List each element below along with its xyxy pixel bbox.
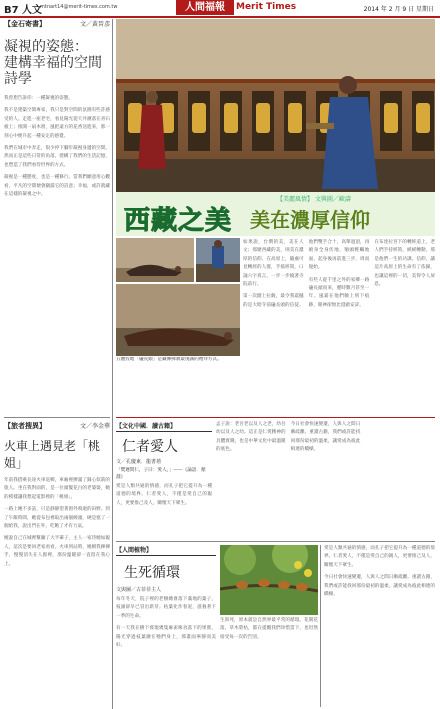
section-kicker: 【金石寄書】 — [4, 20, 46, 28]
paragraph: 我不是建築空間專家，我只是對空間的氛圍有些許感受的人。走進一座老宅，看見陽光從天井灑落在青石板上；推開一扇木窗，風把遠方的花香送進來，那一刻心中便升起一種安定的感覺。 — [4, 108, 110, 139]
prostration-photo-illustration — [116, 238, 194, 282]
classic-quote: 「樊遲問仁，子曰：愛人。」——《論語．顏淵》 — [116, 468, 206, 480]
article-life-cycle — [116, 545, 216, 707]
article-title: 生死循環 — [124, 565, 180, 581]
section-kicker: 【文化中國．讀古籍】 — [116, 421, 212, 432]
photo-prostration-1 — [116, 238, 194, 282]
paragraph: 愛是人類共通的情感，而孔子把它提升為一種道德的境界。仁者愛人，不僅是愛自己的親人，更要推己及人，關懷天下眾生。 — [116, 484, 212, 506]
article-body-continued — [220, 617, 318, 707]
paragraph: 我曾想告訴你：一種凝視的姿態。 — [4, 96, 73, 101]
paragraph: 如果說，台灣的美，美在人文；那麼西藏的美，則美在濃厚的信仰。在高原上，隨處可見轉經的人群，手搖經筒，口誦六字真言，一步一步繞著寺院前行。 — [243, 240, 304, 288]
newspaper-logo-english: Merit Times — [236, 2, 297, 12]
article-body — [4, 477, 110, 707]
paragraph: 有些人從千里之外的家鄉一路磕長頭而來，歷時數月甚至一年。風霜在他們臉上刻下痕跡，眼神卻無比澄澈安詳。 — [308, 277, 370, 308]
article-title-line2: 建構幸福的空間詩學 — [4, 55, 102, 87]
section-kicker: 【人間植物】 — [116, 545, 216, 556]
contact-email[interactable]: mtnart14@merit-times.com.tw — [40, 4, 118, 10]
photo-prostration-3 — [116, 284, 240, 356]
paragraph: 凝視是一種態度，也是一種修行。當我們願意用心觀看，平凡的空間便會顯露它的詩意；幸福，或許就藏在這樣的凝視之中。 — [4, 175, 110, 198]
article-title-line1: 凝視的姿態： — [4, 39, 88, 55]
paragraph: 每年冬天，院子裡的老樹總會落下滿地的葉子，枝頭卻早已冒出新芽。枯葉化作春泥，滋養著下一季的生命。 — [116, 597, 216, 619]
article-body — [4, 95, 110, 415]
article-byline: 文與圖／古菲菲主人 — [116, 587, 162, 593]
feature-tag: 【美麗風情】 文與圖／歐濤 — [277, 196, 351, 203]
article-train-encounter — [4, 421, 110, 707]
birds-photo-illustration — [220, 545, 318, 615]
paragraph: 今日社會快速變遷，人與人之間日漸疏離。重讀古籍，我們或許能找回那份最初的溫柔，讓愛成為彼此相連的橋樑。 — [290, 422, 361, 453]
paragraph: 她說自己在城裡幫傭了大半輩子，主人一家待她如親人，這次是要回老家看看。火車到站時，她朝我揮揮手，慢慢消失在人群裡，那份溫暖卻一直留在我心上。 — [4, 536, 110, 567]
paragraph: 一路上她不多話，只是靜靜望著窗外飛逝的田野。到了午飯時間，她從布包裡取出兩個饅頭，硬是塞了一個給我，說出門在外，吃飽了才有力氣。 — [4, 507, 110, 530]
issue-date: 2014 年 2 月 9 日 星期日 — [363, 6, 434, 13]
paragraph: 我們在城市中奔走，很少停下腳步凝視身邊的空間。然而正是這些日常的角落，建構了我們的生活記憶，也塑造了我們看待世界的方式。 — [4, 146, 110, 168]
feature-body — [243, 239, 435, 415]
feature-title-sub: 美在濃厚信仰 — [250, 208, 370, 232]
prostration-photo-illustration — [116, 284, 240, 356]
article-byline: 文／黃晉彥 — [79, 21, 110, 28]
feature-title-main: 西藏之美 — [124, 206, 233, 236]
article-byline: 文／孔慶東．龍書禧 — [116, 459, 162, 465]
article-body — [216, 421, 435, 539]
monastery-photo-illustration — [116, 19, 435, 192]
paragraph: 有一天我在樹下發現幾隻麻雀啄食落下的果實，陽光穿過枝葉灑在牠們身上，那畫面寧靜而美好。 — [116, 626, 216, 649]
paragraph: 孟子說：老吾老以及人之老，幼吾幼以及人之幼。這正是仁愛精神的具體實踐，也是中華文化中最溫暖的底色。 — [216, 422, 286, 453]
article-title: 火車上遇見老「桃姐」 — [4, 439, 101, 470]
paragraph: 生與死，原本就是自然界最平常的循環。花開花落，草木榮枯，都在提醒我們珍惜當下，也坦然接受每一次的告別。 — [220, 618, 318, 640]
photo-prostration-2 — [196, 238, 240, 282]
paragraph: 愛是人類共通的情感，而孔子把它提升為一種道德的境界。仁者愛人，不僅是愛自己的親人，更要推己及人，關懷天下眾生。 — [324, 546, 435, 568]
column-divider — [320, 545, 321, 707]
masthead — [0, 0, 440, 18]
section-divider — [116, 417, 435, 418]
article-byline: 文／李金華 — [79, 423, 110, 430]
article-benevolence — [116, 421, 212, 541]
newspaper-logo: 人間福報 — [176, 0, 234, 15]
article-body-intro — [116, 483, 212, 523]
culture-body-continued — [324, 545, 435, 707]
article-spatial-poetics — [4, 19, 110, 415]
column-divider — [112, 19, 113, 709]
photo-caption: 五體投地「磕長頭」是藏傳佛教最虔誠的禮拜方式。 — [116, 357, 222, 362]
page-label: B7 人文 — [4, 5, 43, 16]
paragraph: 在布達拉宮下的轉經道上，老人們手持經筒，緩緩轉動，那是他們一生的功課。信仰，讓這片高原上的生命有了依歸，也讓這裡的一切，美得令人屏息。 — [374, 240, 435, 288]
prostration-photo-illustration — [196, 238, 240, 282]
paragraph: 年前我搭乘長途火車返鄉，車廂裡擠滿了歸心似箭的旅人。坐在我對面的，是一位頭髮花白的老婆婆，她的模樣讓我想起電影裡的「桃姐」。 — [4, 478, 110, 500]
article-body — [116, 596, 216, 707]
feature-banner — [116, 192, 435, 236]
article-title: 仁者愛人 — [122, 439, 178, 455]
paragraph: 第一次踏上拉薩，最令我震撼的是大昭寺前磕長頭的信徒。他們雙手合十，高舉過頂，再俯身全身伏地，額頭輕觸地面，起身後再前進三步，周而復始。 — [243, 240, 370, 308]
section-divider — [116, 541, 435, 542]
section-divider — [4, 417, 110, 418]
photo-birds-tree — [220, 545, 318, 615]
photo-tibet-monastery — [116, 19, 435, 192]
section-kicker: 【旅者搜異】 — [4, 422, 46, 430]
paragraph: 今日社會快速變遷，人與人之間日漸疏離。重讀古籍，我們或許能找回那份最初的溫柔，讓愛成為彼此相連的橋樑。 — [324, 575, 435, 598]
